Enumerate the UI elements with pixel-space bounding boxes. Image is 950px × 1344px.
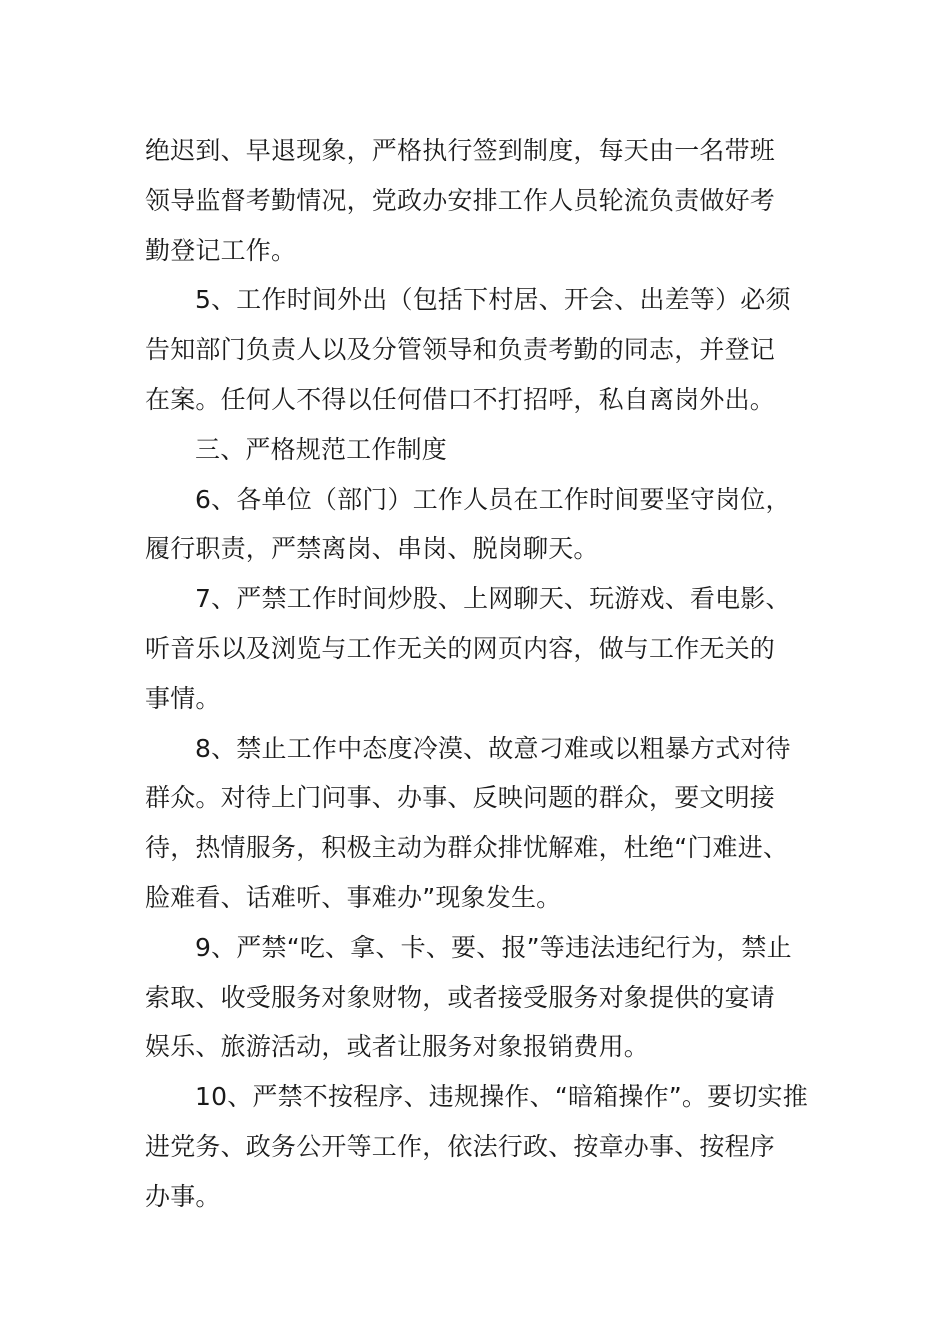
paragraph-line: 听音乐以及浏览与工作无关的网页内容，做与工作无关的 <box>145 633 776 663</box>
paragraph-line: 三、严格规范工作制度 <box>195 434 448 464</box>
paragraph-line: 领导监督考勤情况，党政办安排工作人员轮流负责做好考 <box>145 185 776 215</box>
paragraph-line: 绝迟到、早退现象，严格执行签到制度，每天由一名带班 <box>145 136 776 165</box>
paragraph-line: 进党务、政务公开等工作，依法行政、按章办事、按程序 <box>145 1131 776 1161</box>
paragraph-line: 10、严禁不按程序、违规操作、“暗箱操作”。要切实推 <box>195 1082 808 1112</box>
paragraph-line: 索取、收受服务对象财物，或者接受服务对象提供的宴请 <box>145 982 776 1012</box>
paragraph-line: 8、禁止工作中态度冷漠、故意刁难或以粗暴方式对待 <box>195 733 791 763</box>
paragraph <box>145 1072 815 1221</box>
paragraph <box>145 724 815 923</box>
paragraph <box>145 275 815 424</box>
paragraph-line: 事情。 <box>145 683 221 713</box>
paragraph-line: 5、工作时间外出（包括下村居、开会、出差等）必须 <box>195 285 791 315</box>
paragraph <box>145 923 815 1072</box>
paragraph-line: 9、严禁“吃、拿、卡、要、报”等违法违纪行为，禁止 <box>195 932 792 962</box>
document-body <box>145 126 815 1222</box>
paragraph-line: 脸难看、话难听、事难办”现象发生。 <box>145 882 562 912</box>
paragraph-line: 娱乐、旅游活动，或者让服务对象报销费用。 <box>145 1032 650 1062</box>
paragraph <box>145 475 815 575</box>
paragraph-line: 群众。对待上门问事、办事、反映问题的群众，要文明接 <box>145 783 776 813</box>
paragraph-line: 履行职责，严禁离岗、串岗、脱岗聊天。 <box>145 534 599 564</box>
paragraph <box>145 425 815 475</box>
paragraph <box>145 126 815 275</box>
paragraph-line: 6、各单位（部门）工作人员在工作时间要坚守岗位， <box>195 484 791 514</box>
paragraph-line: 办事。 <box>145 1181 221 1211</box>
paragraph-line: 在案。任何人不得以任何借口不打招呼，私自离岗外出。 <box>145 384 776 414</box>
paragraph <box>145 574 815 723</box>
paragraph-line: 7、严禁工作时间炒股、上网聊天、玩游戏、看电影、 <box>195 584 791 614</box>
paragraph-line: 待，热情服务，积极主动为群众排忧解难，杜绝“门难进、 <box>145 833 789 863</box>
paragraph-line: 告知部门负责人以及分管领导和负责考勤的同志，并登记 <box>145 335 776 365</box>
paragraph-line: 勤登记工作。 <box>145 235 297 265</box>
